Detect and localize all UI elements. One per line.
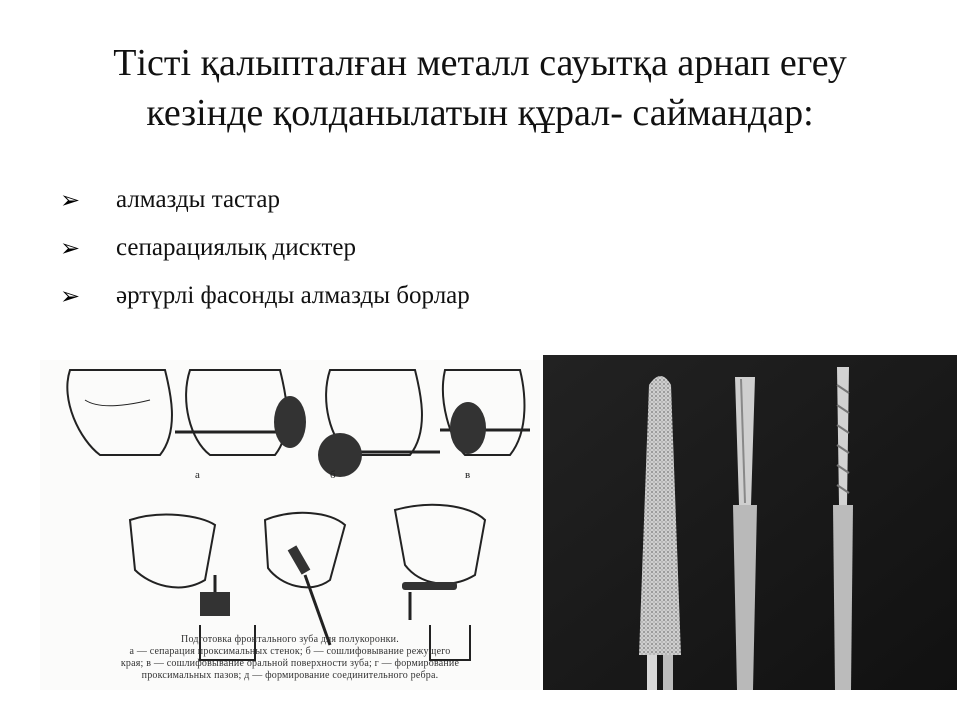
arrow-bullet-icon: ➢ bbox=[60, 235, 81, 262]
caption-line-1: Подготовка фронтального зуба для полукоронки. bbox=[181, 634, 399, 645]
figure-letter-a: а bbox=[195, 469, 200, 481]
tooth-top-1 bbox=[67, 370, 172, 455]
figure-letter-v: в bbox=[465, 469, 471, 481]
title-line-1: Тісті қалыпталған металл сауытқа арнап егеу bbox=[113, 42, 847, 84]
bur-1-shank-a bbox=[647, 655, 657, 690]
spiral-bur-3 bbox=[837, 367, 849, 505]
arrow-bullet-icon: ➢ bbox=[60, 283, 81, 310]
bullet-list bbox=[60, 176, 470, 320]
caption-line-2: а — сепарация проксимальных стенок; б — сошлифовывание режущего bbox=[129, 646, 451, 657]
burs-photo-svg bbox=[543, 355, 957, 690]
separating-disc-1 bbox=[274, 396, 306, 448]
bur-3-shank bbox=[833, 505, 853, 690]
diamond-burs-photo bbox=[543, 355, 957, 690]
bullet-text: алмазды тастар bbox=[116, 186, 280, 213]
stone-wheel-2 bbox=[450, 402, 486, 454]
tooth-top-2 bbox=[186, 370, 287, 455]
bullet-item bbox=[60, 272, 470, 320]
bullet-text: сепарациялық дисктер bbox=[116, 234, 357, 261]
bur-2-shank bbox=[733, 505, 757, 690]
bur-1-shank-b bbox=[663, 655, 673, 690]
figure-letter-b: б bbox=[330, 469, 336, 481]
stone-wheel-1 bbox=[318, 433, 362, 477]
title-line-2: кезінде қолданылатын құрал- саймандар: bbox=[146, 92, 814, 134]
disc-plate bbox=[402, 582, 457, 590]
tooth-bottom-3 bbox=[395, 505, 485, 584]
tooth-bottom-1 bbox=[130, 515, 215, 588]
bullet-item bbox=[60, 224, 470, 272]
cylinder-stone bbox=[200, 592, 230, 616]
caption-line-3: края; в — сошлифовывание оральной поверхности зуба; г — формирование bbox=[120, 658, 460, 669]
bullet-text: әртүрлі фасонды алмазды борлар bbox=[116, 282, 470, 309]
caption-line-4: проксимальных пазов; д — формирование соединительного ребра. bbox=[141, 670, 439, 681]
slide-title bbox=[40, 38, 920, 138]
illustration-caption bbox=[40, 634, 540, 682]
cone-bur bbox=[288, 545, 311, 574]
arrow-bullet-icon: ➢ bbox=[60, 187, 81, 214]
bullet-item bbox=[60, 176, 470, 224]
